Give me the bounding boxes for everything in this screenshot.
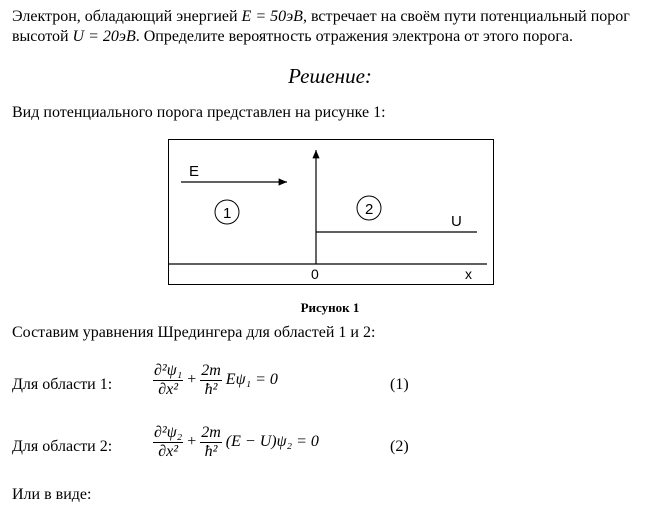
equation-2-fraction-1 [153,424,183,461]
problem-line-1 [12,8,630,26]
equation-2-fraction-2 [200,424,222,461]
potential-step-figure [168,139,494,285]
potential-step-diagram [169,140,495,286]
barrier-label: U [451,213,462,230]
denominator: ∂x² [158,381,178,398]
equation-1-fraction-2 [200,362,222,399]
equation-1-number: (1) [390,376,409,393]
problem-text: Электрон, обладающий энергией [12,8,242,25]
equation-1-label: Для области 1: [12,376,113,393]
denominator: ∂x² [158,443,178,460]
plus-sign: + [187,371,197,389]
numerator: ∂²ψ₁ [154,362,183,379]
solution-heading: Решение: [288,64,372,88]
denominator: ħ² [204,381,218,398]
energy-label: E [189,163,200,180]
problem-text: . Определите вероятность отражения электрона от этого порога. [135,28,573,45]
region-2-label: 2 [365,201,374,218]
origin-label: 0 [311,266,319,282]
numerator: 2m [201,362,221,379]
figure-caption: Рисунок 1 [300,300,360,315]
equation-1-fraction-1 [153,362,183,399]
problem-line-2 [12,28,573,46]
denominator: ħ² [204,443,218,460]
plus-sign: + [187,433,197,451]
region-1-label: 1 [223,205,232,222]
equation-2-number: (2) [390,438,409,455]
energy-formula: E = 50эВ [241,8,303,25]
barrier-formula: U = 20эВ [72,28,136,45]
problem-text: , встречает на своём пути потенциальный порог [302,8,630,25]
equation-2-label: Для области 2: [12,438,113,455]
figure-intro: Вид потенциального порога представлен на рисунке 1: [12,104,386,121]
outro-text: Или в виде: [12,486,92,503]
numerator: ∂²ψ₂ [154,424,183,441]
equation-1 [153,362,278,408]
equation-2-rest: (E − U)ψ₂ = 0 [225,433,319,451]
equation-2 [153,424,319,470]
numerator: 2m [201,424,221,441]
schrodinger-intro: Составим уравнения Шредингера для областей 1 и 2: [12,324,376,341]
equation-1-rest: Eψ₁ = 0 [225,371,278,389]
problem-text: высотой [12,28,73,45]
x-axis-label: x [465,266,472,282]
